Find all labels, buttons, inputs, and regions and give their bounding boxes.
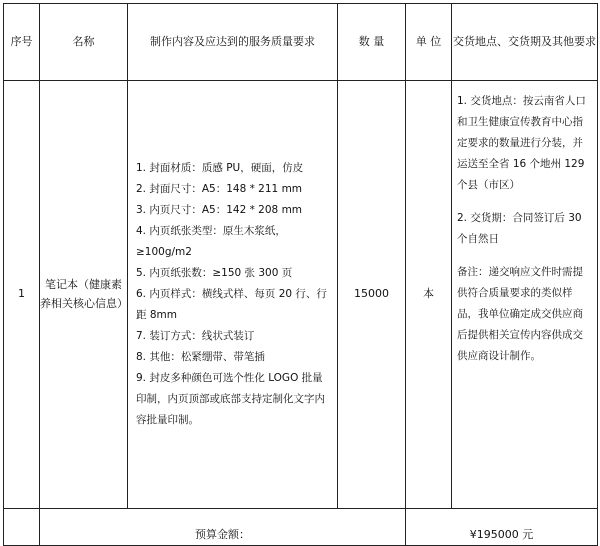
header-quantity: 数 量 [338,4,406,81]
delivery-location: 1. 交货地点：按云南省人口和卫生健康宣传教育中心指定要求的数量进行分装，并运送至全省 16 个地州 129 个县（市区） [457,95,586,191]
row-unit: 本 [406,81,452,509]
table-row [4,81,598,509]
row-name: 笔记本（健康素养相关核心信息） [40,81,128,509]
delivery-period: 2. 交货期：合同签订后 30 个自然日 [457,212,582,245]
header-seq: 序号 [4,4,40,81]
header-unit: 单 位 [406,4,452,81]
requirement-item: 2. 封面尺寸：A5：148 * 211 mm [136,183,303,195]
requirement-item: 7. 装订方式：线状式装订 [136,330,255,342]
row-requirements [128,81,338,509]
requirement-item: 6. 内页样式：横线式样、每页 20 行、行距 8mm [136,288,327,321]
requirement-item: 8. 其他：松紧绷带、带笔插 [136,351,265,363]
requirement-item: 1. 封面材质：质感 PU，硬面，仿皮 [136,162,304,174]
budget-label: 预算金额： [40,509,406,546]
delivery-note: 备注：递交响应文件时需提供符合质量要求的类似样品，我单位确定成交供应商后提供相关宣传内容供成交供应商设计制作。 [457,266,583,362]
requirement-item: 3. 内页尺寸：A5：142 * 208 mm [136,204,303,216]
row-delivery [452,81,598,509]
header-requirements: 制作内容及应达到的服务质量要求 [128,4,338,81]
requirement-item: 9. 封皮多种颜色可选个性化 LOGO 批量印制，内页顶部或底部支持定制化文字内容批量印制。 [136,372,325,426]
requirement-item: 5. 内页纸张数：≥150 张 300 页 [136,267,293,279]
header-row [4,4,598,81]
budget-row [4,509,598,546]
requirements-table [3,3,598,546]
row-quantity: 15000 [338,81,406,509]
requirement-item: 4. 内页纸张类型：原生木浆纸，≥100g/m2 [136,225,286,258]
row-seq: 1 [4,81,40,509]
header-delivery: 交货地点、交货期及其他要求 [452,4,598,81]
budget-amount: ¥195000 元 [406,509,598,546]
header-name: 名称 [40,4,128,81]
